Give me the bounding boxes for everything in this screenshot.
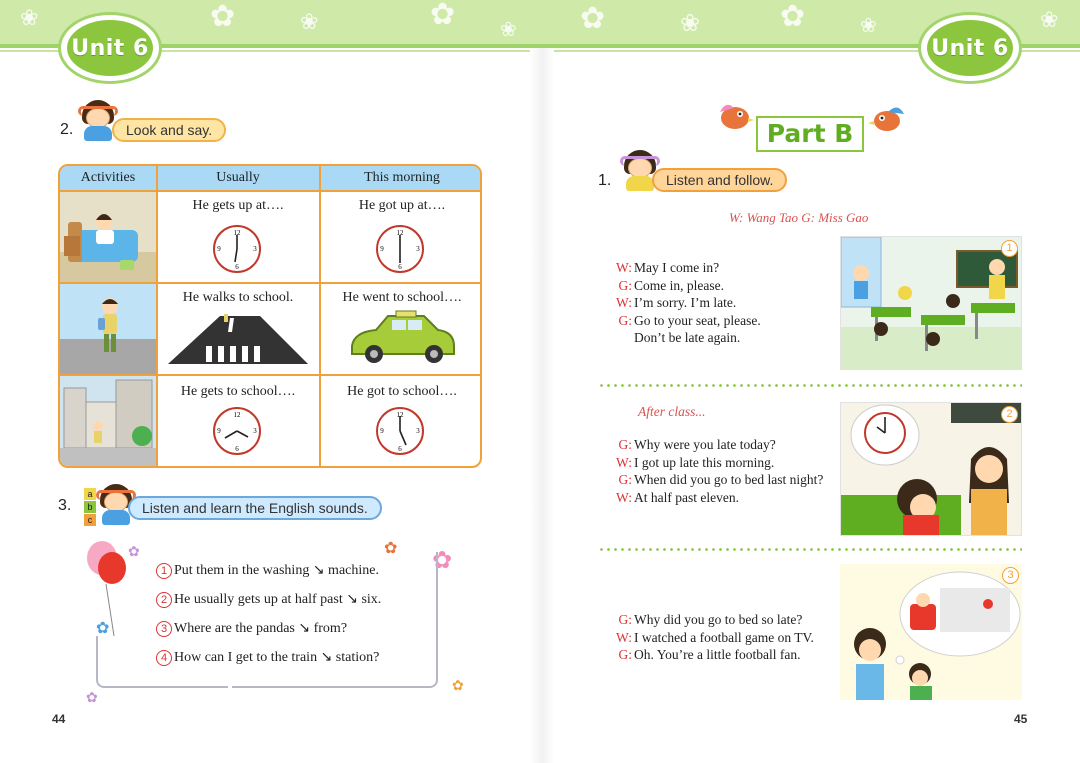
section-1-number: 1.: [598, 172, 612, 189]
svg-text:12: 12: [396, 229, 404, 237]
scene-number: 1: [1001, 240, 1018, 257]
book-spine: [530, 48, 554, 763]
flower-icon: ✿: [432, 546, 453, 574]
usually-get-to-school-text: He gets to school….: [180, 384, 296, 399]
svg-text:6: 6: [235, 445, 239, 453]
sentence-number: 4: [156, 650, 172, 666]
unit-badge-label: Unit 6: [67, 20, 153, 76]
boy-in-bed-picture: [60, 192, 156, 282]
part-title: Part B: [756, 116, 864, 152]
sentence-number: 2: [156, 592, 172, 608]
classroom-scene: [840, 236, 1022, 370]
dialog-line: G: Why did you go to bed so late?: [618, 612, 803, 627]
svg-text:6: 6: [235, 263, 239, 271]
section-2-number: 2.: [60, 121, 74, 138]
butterfly-icon: ✿: [86, 690, 98, 706]
flower-icon: ✿: [430, 0, 456, 32]
sound-sentence-2: [156, 591, 381, 608]
usually-walk-text: He walks to school.: [182, 290, 294, 305]
morning-got-to-school-text: He got to school….: [347, 384, 457, 399]
boy-walking-picture: [60, 284, 156, 374]
sound-sentence-1: [156, 562, 379, 579]
butterfly-icon: ✿: [384, 538, 398, 557]
sentence-number: 3: [156, 621, 172, 637]
dialog-line: Don’t be late again.: [634, 330, 741, 346]
teacher-scene: [840, 402, 1022, 536]
butterfly-icon: ✿: [452, 678, 464, 694]
svg-text:9: 9: [380, 245, 384, 253]
dialog-line: W: May I come in?: [616, 260, 720, 275]
svg-text:6: 6: [398, 263, 402, 271]
football-dream-scene: [840, 564, 1022, 700]
table-header-this-morning: This morning: [364, 170, 440, 185]
dialog-3: [612, 611, 814, 664]
svg-text:3: 3: [253, 427, 257, 435]
flower-icon: ✿: [580, 1, 606, 36]
butterfly-icon: ✿: [96, 618, 110, 637]
flower-icon: ✿: [780, 0, 806, 34]
morning-went-text: He went to school….: [342, 290, 462, 305]
svg-text:3: 3: [416, 245, 420, 253]
section-3-number: 3.: [58, 497, 72, 514]
flower-icon: ❀: [1040, 8, 1059, 33]
sentence-text: He usually gets up at half past ↘ six.: [174, 592, 382, 607]
morning-get-up-text: He got up at….: [358, 198, 446, 213]
flower-icon: ❀: [300, 10, 319, 35]
dialog-line: W: I’m sorry. I’m late.: [616, 295, 737, 311]
unit-badge-right: [918, 12, 1022, 84]
scene-number: 3: [1002, 567, 1019, 584]
dialog-line: G: When did you go to bed last night?: [618, 472, 824, 488]
clock-icon: [375, 224, 425, 274]
svg-text:12: 12: [233, 411, 241, 419]
letter-blocks-icon: a b c: [84, 488, 96, 526]
taxi-car-icon: [346, 310, 458, 366]
svg-text:12: 12: [396, 411, 404, 419]
sentence-number: 1: [156, 563, 172, 579]
dialog-line: W: I got up late this morning.: [616, 454, 775, 470]
role-legend: W: Wang Tao G: Miss Gao: [729, 210, 869, 225]
sound-sentence-4: [156, 649, 379, 666]
dialog-line: G: Why were you late today?: [618, 437, 776, 452]
activities-table: [58, 164, 482, 468]
table-header-usually: Usually: [216, 170, 260, 185]
after-class-caption: After class...: [638, 404, 706, 419]
dialog-line: W: I watched a football game on TV.: [616, 629, 814, 645]
sentence-text: Where are the pandas ↘ from?: [174, 621, 348, 636]
svg-text:3: 3: [253, 245, 257, 253]
scene-number: 2: [1001, 406, 1018, 423]
dotted-divider: [598, 548, 1022, 551]
dialog-line: W: At half past eleven.: [616, 489, 739, 505]
flower-icon: ❀: [860, 13, 877, 37]
svg-text:12: 12: [233, 229, 241, 237]
sentence-text: How can I get to the train ↘ station?: [174, 650, 380, 665]
dialog-2: [612, 436, 823, 506]
sentence-text: Put them in the washing ↘ machine.: [174, 563, 379, 578]
school-building-picture: [60, 376, 156, 468]
crosswalk-road-icon: [168, 310, 308, 366]
flower-icon: ✿: [210, 0, 236, 34]
dialog-line: G: Go to your seat, please.: [618, 312, 761, 328]
usually-get-up-text: He gets up at….: [192, 198, 284, 213]
svg-text:9: 9: [217, 427, 221, 435]
table-header-activities: Activities: [80, 170, 136, 185]
svg-text:9: 9: [217, 245, 221, 253]
headphones-kid-icon: [78, 98, 118, 142]
top-band: [0, 0, 1080, 44]
dialog-line: G: Oh. You’re a little football fan.: [618, 647, 801, 663]
svg-text:9: 9: [380, 427, 384, 435]
section-3-label: Listen and learn the English sounds.: [128, 496, 382, 520]
bird-icon: [716, 98, 754, 134]
svg-text:3: 3: [416, 427, 420, 435]
sound-sentence-3: [156, 620, 347, 637]
page-number-left: 44: [52, 712, 66, 726]
page-number-right: 45: [1014, 712, 1028, 726]
dotted-divider: [598, 384, 1022, 387]
section-2-label: Look and say.: [112, 118, 226, 142]
unit-badge-left: [58, 12, 162, 84]
bird-icon: [868, 102, 906, 136]
dialog-line: G: Come in, please.: [618, 277, 724, 293]
dialog-1: [612, 259, 761, 347]
svg-text:6: 6: [398, 445, 402, 453]
butterfly-icon: ✿: [128, 544, 140, 560]
flower-icon: ❀: [680, 9, 701, 37]
flower-icon: ❀: [20, 6, 39, 31]
unit-badge-label: Unit 6: [927, 20, 1013, 76]
clock-icon: [212, 406, 262, 456]
flower-icon: ❀: [500, 17, 517, 41]
clock-icon: [212, 224, 262, 274]
clock-icon: [375, 406, 425, 456]
section-1-label: Listen and follow.: [652, 168, 787, 192]
